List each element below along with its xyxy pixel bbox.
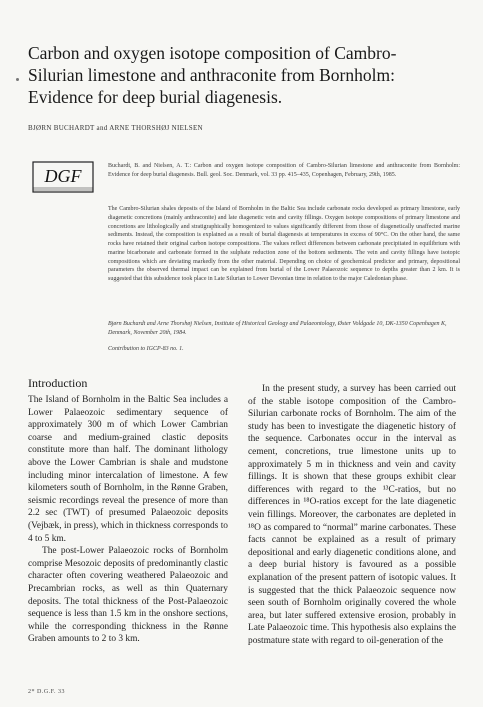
authors: BJØRN BUCHARDT and ARNE THORSHØJ NIELSEN bbox=[28, 124, 203, 132]
dgf-logo-icon bbox=[32, 160, 94, 194]
paragraph: The Island of Bornholm in the Baltic Sea includes a Lower Palaeozoic sedimentary sequence of approximately 300 m of which Lower Cambrian coarse and medium-grained clastic deposits constitute more than half. The dominant lithology above the Lower Cambrian is shale and mudstone including minor intercalation of limestone. A few kilometers south of Bornholm, in the Rønne Graben, seismic recordings reveal the presence of more than 2.2 sec (TWT) of presumed Palaeozoic deposits (Vejbæk, in press), which in thickness corresponds to 4 to 5 km. bbox=[28, 395, 228, 544]
body-column-left bbox=[28, 394, 228, 646]
margin-dot bbox=[16, 78, 19, 81]
citation: Buchardt, B. and Nielsen, A. T.: Carbon and oxygen isotope composition of Cambro-Silurian limestone and anthraconite from Bornholm: Evidence for deep burial diagenesis. Bull. geol. Soc. Denmark, vol. 33 pp. 415–435, Copenhagen, February, 29th, 1985. bbox=[108, 163, 460, 178]
section-heading: Introduction bbox=[28, 376, 88, 390]
logo-text: DGF bbox=[44, 166, 82, 186]
paragraph: In the present study, a survey has been carried out of the stable isotope composition of the Cambro-Silurian carbonate rocks of Bornholm. The aim of the study has been to investigate the diagenetic history of the sequence. Carbonates occur in the interval as cement, concretions, true limestone units up to approximately 5 m in thickness and vein and cavity fillings. It is shown that these groups exhibit clear differences with regard to the ¹³C-ratios, but no differences in ¹⁸O-ratios except for the late diagenetic vein fillings. Moreover, the carbonates are depleted in ¹⁸O as compared to “normal” marine carbonates. These facts cannot be explained as a result of primary depositional and early diagenetic conditions alone, and a deep burial history is favoured as a possible explanation of the present pattern of isotopic values. It is suggested that the thick Palaeozoic sequence now seen south of Bornholm originally covered the whole area, but later suffered extensive erosion, probably in Late Palaeozoic time. This hypothesis also explains the postmature state with regard to oil-generation of the bbox=[248, 384, 456, 646]
contribution-note: Contribution to IGCP-83 no. 1. bbox=[108, 346, 184, 352]
abstract: The Cambro-Silurian shales deposits of the Island of Bornholm in the Baltic Sea include carbonate rocks developed as primary limestone, early diagenetic concretions (mainly anthraconite) and late diagenetic vein and cavity fillings. Oxygen isotope compositions of primary limestone and concretions are lithologically and stratigraphically homogenized to values significantly different from those of diagenetically unaffected marine sediments. Instead, the composition is explained as a result of burial diagenesis at temperatures in excess of 90°C. On the other hand, the same rocks have retained their original carbon isotope compositions. The values reflect differences between carbonate precipitated in equilibrium with marine bicarbonate and carbonate formed in the sulphate reduction zone of the bottom sediments. The vein and cavity fillings have isotopic compositions which are deviating markedly from the other material. Depending on choice of geochemical predictor and primary, depositional parameters the observed thermal impact can be explained from burial of the Lower Palaeozoic sequence to depths greater than 2 km. It is suggested that this subsidence took place in Late Silurian to Lower Devonian time in relation to the major Caledonian phase. bbox=[108, 206, 460, 282]
paper-title: Carbon and oxygen isotope composition of Cambro-Silurian limestone and anthraconite from Bornholm: Evidence for deep burial diagenesis. bbox=[28, 43, 397, 107]
body-column-right bbox=[248, 383, 456, 647]
page-footer: 2* D.G.F. 33 bbox=[28, 689, 66, 695]
author-address: Bjørn Buchardt and Arne Thorshøj Nielsen, Institute of Historical Geology and Palaeontology, Øster Voldgade 10, DK-1350 Copenhagen K, Denmark, November 20th, 1984. bbox=[108, 321, 447, 336]
paragraph: The post-Lower Palaeozoic rocks of Bornholm comprise Mesozoic deposits of predominantly clastic character often covering weathered Palaeozoic and Precambrian rocks, as well as thin Quaternary deposits. The total thickness of the Post-Palaeozoic sequence is less than 1.5 km in the onshore sections, while the corresponding thickness in the Rønne Graben amounts to 2 to 3 km. bbox=[28, 546, 228, 645]
